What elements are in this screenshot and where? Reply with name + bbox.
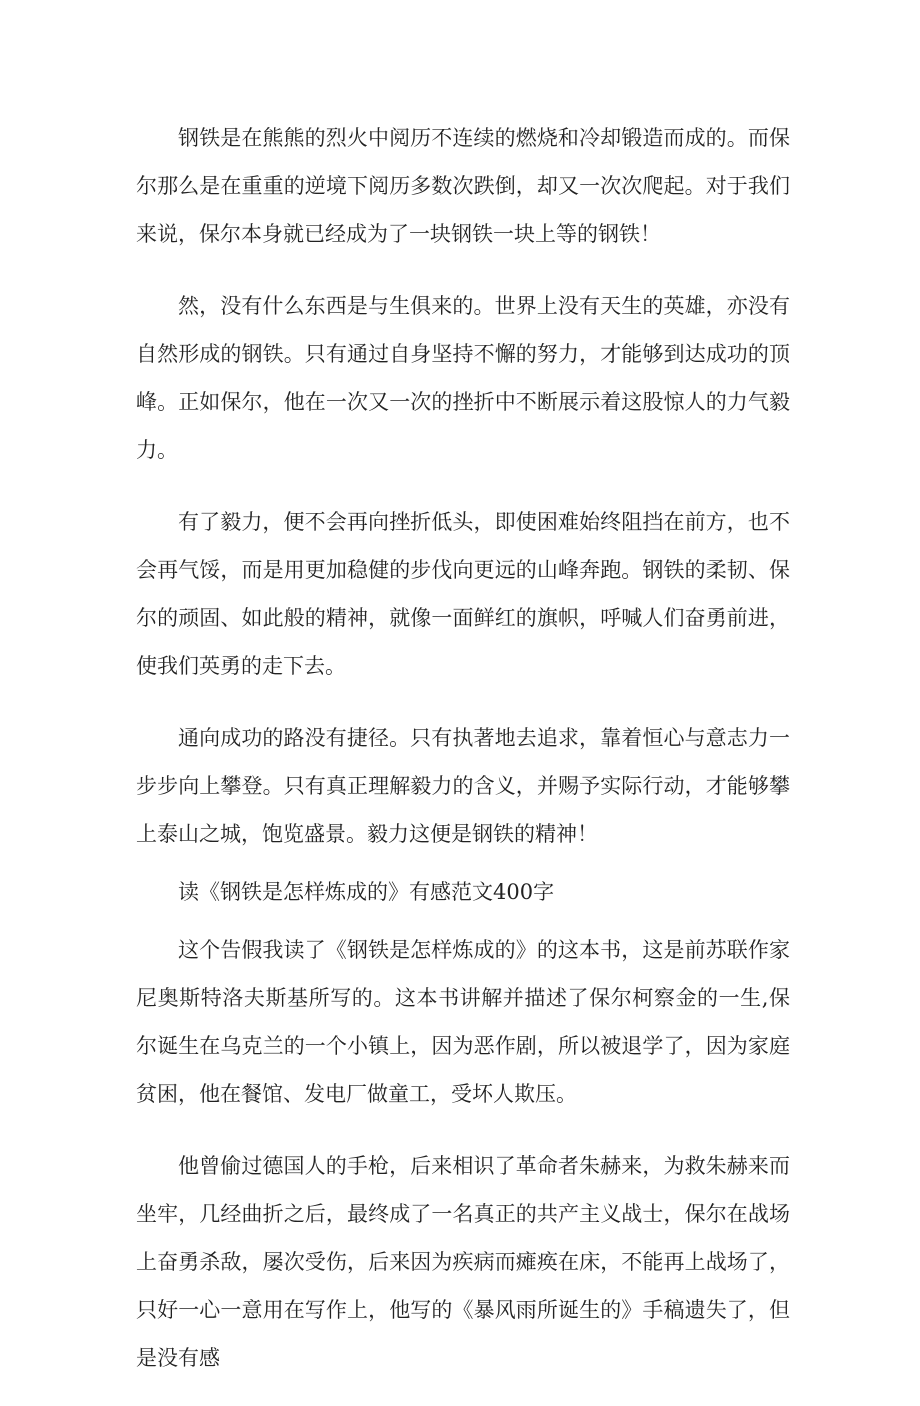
paragraph-1: 钢铁是在熊熊的烈火中阅历不连续的燃烧和冷却锻造而成的。而保尔那么是在重重的逆境下阅历多数次跌倒，却又一次次爬起。对于我们来说，保尔本身就已经成为了一块钢铁一块上等的钢铁！ [136, 126, 790, 246]
section-title: 读《钢铁是怎样炼成的》有感范文400字 [178, 880, 555, 904]
paragraph-5: 这个告假我读了《钢铁是怎样炼成的》的这本书，这是前苏联作家尼奥斯特洛夫斯基所写的。这本书讲解并描述了保尔柯察金的一生,保尔诞生在乌克兰的一个小镇上，因为恶作剧，所以被退学了，因为家庭贫困，他在餐馆、发电厂做童工，受坏人欺压。 [136, 938, 790, 1106]
paragraph-3: 有了毅力，便不会再向挫折低头，即使困难始终阻挡在前方，也不会再气馁，而是用更加稳健的步伐向更远的山峰奔跑。钢铁的柔韧、保尔的顽固、如此般的精神，就像一面鲜红的旗帜，呼喊人们奋勇前进，使我们英勇的走下去。 [136, 510, 790, 678]
paragraph-2: 然，没有什么东西是与生俱来的。世界上没有天生的英雄，亦没有自然形成的钢铁。只有通过自身坚持不懈的努力，才能够到达成功的顶峰。正如保尔，他在一次又一次的挫折中不断展示着这股惊人的力气毅力。 [136, 294, 790, 462]
paragraph-4: 通向成功的路没有捷径。只有执著地去追求，靠着恒心与意志力一步步向上攀登。只有真正理解毅力的含义，并赐予实际行动，才能够攀上泰山之城，饱览盛景。毅力这便是钢铁的精神！ [136, 726, 790, 846]
document-body [136, 114, 790, 1406]
paragraph-6: 他曾偷过德国人的手枪，后来相识了革命者朱赫来，为救朱赫来而坐牢，几经曲折之后，最终成了一名真正的共产主义战士，保尔在战场上奋勇杀敌，屡次受伤，后来因为疾病而瘫痪在床，不能再上战场了，只好一心一意用在写作上，他写的《暴风雨所诞生的》手稿遗失了，但是没有感 [136, 1154, 790, 1370]
